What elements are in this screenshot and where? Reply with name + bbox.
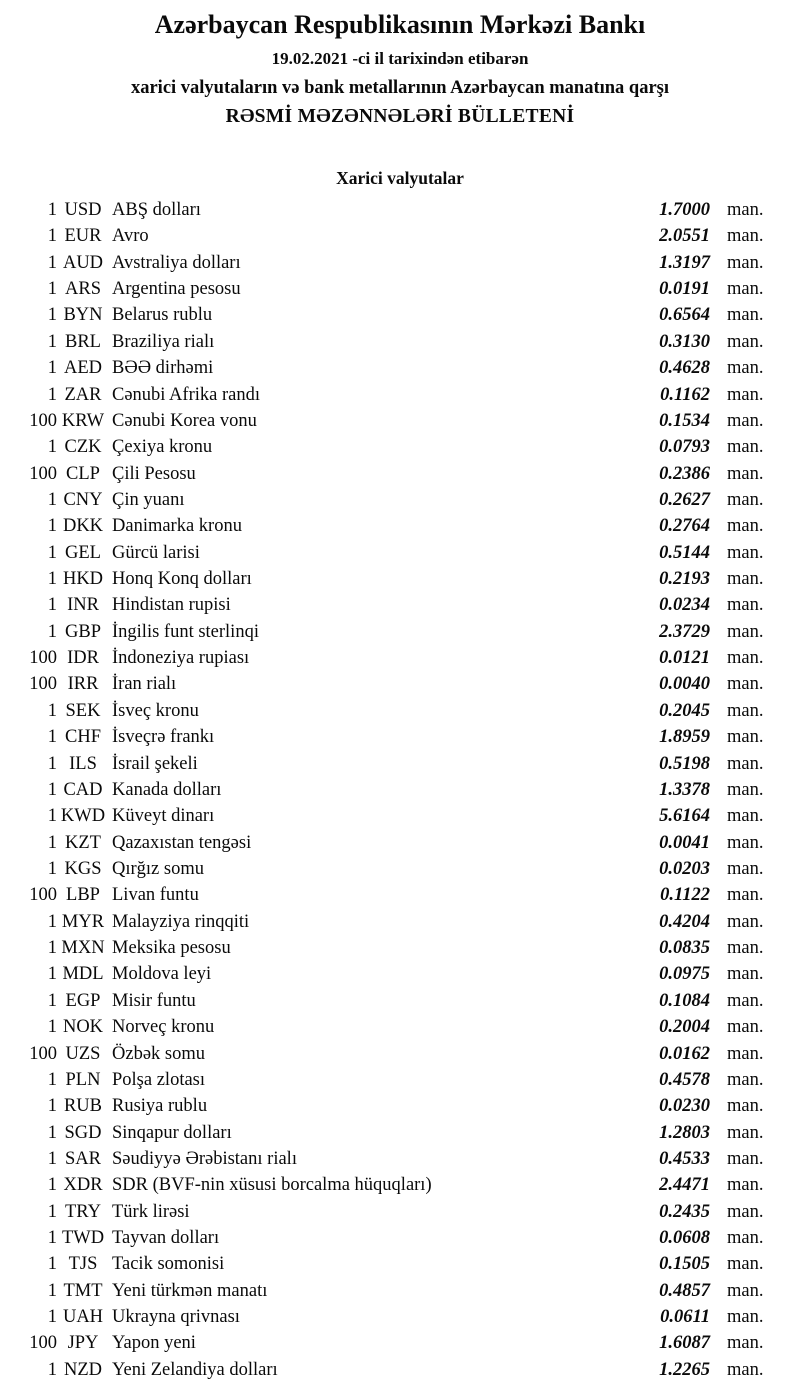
rate-value: 0.2764 <box>659 516 710 537</box>
rate-value: 0.1534 <box>659 410 710 431</box>
rate-row <box>0 250 800 276</box>
currency-code: ZAR <box>64 384 102 405</box>
currency-code: AED <box>63 358 103 379</box>
quantity: 1 <box>47 1254 57 1275</box>
rate-unit: man. <box>727 938 764 959</box>
quantity: 1 <box>47 1228 57 1249</box>
quantity: 100 <box>29 463 57 484</box>
currency-name: Tayvan dolları <box>112 1228 220 1249</box>
currency-name: Küveyt dinarı <box>112 806 215 827</box>
currency-name: Moldova leyi <box>112 964 212 985</box>
rate-value: 0.4204 <box>659 911 710 932</box>
quantity: 1 <box>47 1175 57 1196</box>
quantity: 1 <box>47 779 57 800</box>
rate-row <box>0 751 800 777</box>
rate-unit: man. <box>727 621 764 642</box>
rate-value: 0.2004 <box>659 1017 710 1038</box>
rate-unit: man. <box>727 463 764 484</box>
rate-unit: man. <box>727 1307 764 1328</box>
rate-row <box>0 1225 800 1251</box>
rate-unit: man. <box>727 200 764 220</box>
currency-name: Gürcü larisi <box>112 542 200 563</box>
rate-unit: man. <box>727 779 764 800</box>
rate-value: 0.4578 <box>659 1069 710 1090</box>
currency-code: SEK <box>65 700 101 721</box>
currency-code: MDL <box>62 964 104 985</box>
currency-name: Çili Pesosu <box>112 463 196 484</box>
rate-value: 1.8959 <box>659 727 710 748</box>
rate-row <box>0 1199 800 1225</box>
rate-value: 0.0835 <box>659 938 710 959</box>
rate-row <box>0 566 800 592</box>
currency-code: SGD <box>64 1122 102 1143</box>
rate-row <box>0 803 800 829</box>
quantity: 1 <box>47 964 57 985</box>
rate-value: 0.3130 <box>659 331 710 352</box>
rate-unit: man. <box>727 1043 764 1064</box>
rate-row <box>0 1278 800 1304</box>
rate-value: 0.2193 <box>659 569 710 590</box>
rate-value: 2.4471 <box>659 1175 710 1196</box>
rate-unit: man. <box>727 358 764 379</box>
rate-unit: man. <box>727 305 764 326</box>
rate-value: 1.3378 <box>659 779 710 800</box>
currency-code: TMT <box>63 1280 103 1301</box>
quantity: 1 <box>47 727 57 748</box>
currency-code: JPY <box>67 1333 99 1354</box>
rate-unit: man. <box>727 1175 764 1196</box>
rate-value: 0.0203 <box>659 858 710 879</box>
currency-code: GBP <box>65 621 101 642</box>
rate-row <box>0 1304 800 1330</box>
effective-date-line: 19.02.2021 -ci il tarixindən etibarən <box>271 49 529 68</box>
currency-code: MXN <box>61 938 105 959</box>
quantity: 100 <box>29 410 57 431</box>
currency-name: Livan funtu <box>112 885 199 906</box>
rate-row <box>0 513 800 539</box>
currency-name: Qırğız somu <box>112 858 204 879</box>
currency-name: Rusiya rublu <box>112 1096 208 1117</box>
quantity: 1 <box>47 911 57 932</box>
currency-code: LBP <box>66 885 100 906</box>
quantity: 1 <box>47 858 57 879</box>
currency-name: Yeni Zelandiya dolları <box>112 1359 278 1380</box>
quantity: 1 <box>47 1122 57 1143</box>
rate-row <box>0 1330 800 1356</box>
currency-code: KZT <box>65 832 101 853</box>
rate-row <box>0 1014 800 1040</box>
quantity: 1 <box>47 305 57 326</box>
rate-unit: man. <box>727 1017 764 1038</box>
rates-table <box>0 197 800 1383</box>
rate-row <box>0 935 800 961</box>
rate-row <box>0 1067 800 1093</box>
currency-code: PLN <box>65 1069 101 1090</box>
rate-value: 1.2803 <box>659 1122 710 1143</box>
currency-name: Danimarka kronu <box>112 516 242 537</box>
currency-code: ARS <box>65 279 101 300</box>
quantity: 1 <box>47 1201 57 1222</box>
rate-row <box>0 1146 800 1172</box>
rate-value: 0.0191 <box>659 279 710 300</box>
rate-unit: man. <box>727 885 764 906</box>
rate-unit: man. <box>727 542 764 563</box>
quantity: 100 <box>29 674 57 695</box>
rate-row <box>0 1041 800 1067</box>
currency-code: KWD <box>60 806 106 827</box>
currency-code: EGP <box>65 990 101 1011</box>
quantity: 1 <box>47 595 57 616</box>
rate-unit: man. <box>727 648 764 669</box>
rate-unit: man. <box>727 990 764 1011</box>
quantity: 1 <box>47 358 57 379</box>
currency-code: TWD <box>61 1228 105 1249</box>
rate-value: 0.2045 <box>659 700 710 721</box>
quantity: 1 <box>47 1148 57 1169</box>
quantity: 1 <box>47 1069 57 1090</box>
rate-row <box>0 461 800 487</box>
quantity: 1 <box>47 200 57 220</box>
currency-name: ABŞ dolları <box>112 200 201 220</box>
rate-value: 0.1122 <box>660 885 710 906</box>
currency-code: UZS <box>65 1043 101 1064</box>
currency-name: Braziliya rialı <box>112 331 215 352</box>
rate-row <box>0 540 800 566</box>
rate-unit: man. <box>727 1069 764 1090</box>
quantity: 1 <box>47 279 57 300</box>
quantity: 1 <box>47 489 57 510</box>
rate-unit: man. <box>727 1096 764 1117</box>
rate-unit: man. <box>727 1254 764 1275</box>
rate-unit: man. <box>727 595 764 616</box>
rate-value: 0.5198 <box>659 753 710 774</box>
rate-unit: man. <box>727 489 764 510</box>
quantity: 100 <box>29 648 57 669</box>
quantity: 1 <box>47 621 57 642</box>
currency-name: Avro <box>112 226 149 247</box>
quantity: 1 <box>47 806 57 827</box>
rate-row <box>0 1357 800 1383</box>
rate-row <box>0 1093 800 1119</box>
quantity: 100 <box>29 885 57 906</box>
quantity: 1 <box>47 1307 57 1328</box>
rate-value: 0.4533 <box>659 1148 710 1169</box>
rate-unit: man. <box>727 806 764 827</box>
bulletin-title: RƏSMİ MƏZƏNNƏLƏRİ BÜLLETENİ <box>225 106 575 127</box>
rate-unit: man. <box>727 753 764 774</box>
bulletin-header <box>0 0 800 129</box>
rate-value: 1.2265 <box>659 1359 710 1380</box>
bank-name: Azərbaycan Respublikasının Mərkəzi Bankı <box>154 10 646 39</box>
currency-code: ILS <box>69 753 97 774</box>
rate-row <box>0 355 800 381</box>
currency-name: Sinqapur dolları <box>112 1122 232 1143</box>
rate-row <box>0 645 800 671</box>
currency-name: Meksika pesosu <box>112 938 231 959</box>
rate-unit: man. <box>727 1359 764 1380</box>
rate-value: 0.6564 <box>659 305 710 326</box>
currency-code: CZK <box>64 437 102 458</box>
currency-code: MYR <box>61 911 105 932</box>
rate-value: 0.5144 <box>659 542 710 563</box>
currency-code: CNY <box>63 489 103 510</box>
rate-row <box>0 830 800 856</box>
currency-code: BRL <box>65 331 101 352</box>
currency-name: Belarus rublu <box>112 305 213 326</box>
rate-value: 0.2435 <box>659 1201 710 1222</box>
rate-unit: man. <box>727 331 764 352</box>
quantity: 100 <box>29 1043 57 1064</box>
rate-row <box>0 302 800 328</box>
currency-code: USD <box>64 200 102 220</box>
currency-code: IDR <box>67 648 99 669</box>
quantity: 1 <box>47 753 57 774</box>
rate-value: 0.4857 <box>659 1280 710 1301</box>
rate-value: 0.0121 <box>659 648 710 669</box>
rate-unit: man. <box>727 832 764 853</box>
rate-row <box>0 619 800 645</box>
currency-code: INR <box>67 595 99 616</box>
currency-name: İndoneziya rupiası <box>112 648 250 669</box>
quantity: 1 <box>47 569 57 590</box>
quantity: 1 <box>47 1096 57 1117</box>
rate-row <box>0 276 800 302</box>
rate-row <box>0 434 800 460</box>
currency-code: AUD <box>62 252 104 273</box>
rate-value: 0.0793 <box>659 437 710 458</box>
currency-code: CHF <box>65 727 101 748</box>
quantity: 100 <box>29 1333 57 1354</box>
rate-row <box>0 961 800 987</box>
rate-row <box>0 408 800 434</box>
quantity: 1 <box>47 542 57 563</box>
rate-unit: man. <box>727 727 764 748</box>
quantity: 1 <box>47 990 57 1011</box>
rate-value: 0.0041 <box>659 832 710 853</box>
quantity: 1 <box>47 700 57 721</box>
currency-name: Norveç kronu <box>112 1017 215 1038</box>
rate-value: 2.3729 <box>659 621 710 642</box>
rate-row <box>0 909 800 935</box>
rate-unit: man. <box>727 1333 764 1354</box>
rate-value: 0.2627 <box>659 489 710 510</box>
rate-unit: man. <box>727 1280 764 1301</box>
quantity: 1 <box>47 437 57 458</box>
rate-unit: man. <box>727 1148 764 1169</box>
rate-row <box>0 1120 800 1146</box>
currency-code: RUB <box>63 1096 103 1117</box>
rate-value: 2.0551 <box>659 226 710 247</box>
currency-name: Səudiyyə Ərəbistanı rialı <box>112 1148 297 1169</box>
currency-code: KRW <box>61 410 105 431</box>
rate-value: 1.6087 <box>659 1333 710 1354</box>
rate-unit: man. <box>727 516 764 537</box>
currency-name: SDR (BVF-nin xüsusi borcalma hüquqları) <box>112 1175 432 1196</box>
currency-name: Hindistan rupisi <box>112 595 231 616</box>
quantity: 1 <box>47 226 57 247</box>
rate-row <box>0 223 800 249</box>
currency-code: UAH <box>62 1307 104 1328</box>
rate-value: 0.0040 <box>659 674 710 695</box>
currency-code: EUR <box>64 226 102 247</box>
rate-row <box>0 698 800 724</box>
currency-code: GEL <box>65 542 101 563</box>
rate-value: 0.0611 <box>660 1307 710 1328</box>
rate-unit: man. <box>727 384 764 405</box>
currency-name: Qazaxıstan tengəsi <box>112 832 252 853</box>
rate-row <box>0 724 800 750</box>
currency-name: Kanada dolları <box>112 779 222 800</box>
quantity: 1 <box>47 331 57 352</box>
currency-name: Özbək somu <box>112 1043 205 1064</box>
currency-code: KGS <box>64 858 102 879</box>
currency-name: İsrail şekeli <box>112 753 198 774</box>
rate-row <box>0 382 800 408</box>
rate-unit: man. <box>727 252 764 273</box>
currency-code: HKD <box>62 569 104 590</box>
currency-code: TRY <box>65 1201 101 1222</box>
currency-code: IRR <box>67 674 99 695</box>
currency-code: CAD <box>63 779 103 800</box>
rate-unit: man. <box>727 1228 764 1249</box>
rate-value: 0.0230 <box>659 1096 710 1117</box>
rate-unit: man. <box>727 1201 764 1222</box>
rate-unit: man. <box>727 437 764 458</box>
currency-name: Avstraliya dolları <box>112 252 241 273</box>
rate-value: 0.0975 <box>659 964 710 985</box>
currency-name: İngilis funt sterlinqi <box>112 621 259 642</box>
currency-code: NZD <box>63 1359 103 1380</box>
rate-value: 0.1084 <box>659 990 710 1011</box>
currency-name: İsveçrə frankı <box>112 727 215 748</box>
rate-unit: man. <box>727 858 764 879</box>
rate-unit: man. <box>727 911 764 932</box>
rate-unit: man. <box>727 410 764 431</box>
rate-row <box>0 856 800 882</box>
currency-name: Çexiya kronu <box>112 437 213 458</box>
currency-name: Çin yuanı <box>112 489 185 510</box>
rate-unit: man. <box>727 279 764 300</box>
rate-value: 1.3197 <box>659 252 710 273</box>
currency-code: CLP <box>66 463 100 484</box>
quantity: 1 <box>47 938 57 959</box>
currency-name: Türk lirəsi <box>112 1201 190 1222</box>
quantity: 1 <box>47 832 57 853</box>
rate-row <box>0 592 800 618</box>
rate-unit: man. <box>727 569 764 590</box>
section-title-foreign-currencies: Xarici valyutalar <box>336 168 464 188</box>
currency-name: Ukrayna qrivnası <box>112 1307 240 1328</box>
quantity: 1 <box>47 1017 57 1038</box>
currency-name: Malayziya rinqqiti <box>112 911 250 932</box>
currency-code: TJS <box>68 1254 98 1275</box>
currency-name: İran rialı <box>112 674 177 695</box>
quantity: 1 <box>47 384 57 405</box>
rate-value: 1.7000 <box>659 200 710 220</box>
currency-name: Argentina pesosu <box>112 279 241 300</box>
quantity: 1 <box>47 1280 57 1301</box>
rate-value: 0.0608 <box>659 1228 710 1249</box>
rate-unit: man. <box>727 700 764 721</box>
currency-code: NOK <box>62 1017 104 1038</box>
subject-line: xarici valyutaların və bank metallarının Azərbaycan manatına qarşı <box>130 78 670 98</box>
rate-row <box>0 1172 800 1198</box>
rate-row <box>0 197 800 223</box>
rate-unit: man. <box>727 674 764 695</box>
rate-unit: man. <box>727 226 764 247</box>
currency-name: Cənubi Afrika randı <box>112 384 260 405</box>
currency-name: BƏƏ dirhəmi <box>112 358 214 379</box>
rate-value: 5.6164 <box>659 806 710 827</box>
rate-value: 0.2386 <box>659 463 710 484</box>
rate-row <box>0 777 800 803</box>
quantity: 1 <box>47 516 57 537</box>
rate-row <box>0 487 800 513</box>
currency-name: Honq Konq dolları <box>112 569 252 590</box>
rate-row <box>0 988 800 1014</box>
currency-name: Polşa zlotası <box>112 1069 206 1090</box>
rate-value: 0.4628 <box>659 358 710 379</box>
rate-value: 0.0234 <box>659 595 710 616</box>
rate-row <box>0 671 800 697</box>
currency-code: DKK <box>62 516 104 537</box>
rate-unit: man. <box>727 964 764 985</box>
rate-row <box>0 882 800 908</box>
rate-unit: man. <box>727 1122 764 1143</box>
rate-row <box>0 329 800 355</box>
currency-code: SAR <box>65 1148 101 1169</box>
currency-code: XDR <box>63 1175 103 1196</box>
currency-name: Yeni türkmən manatı <box>112 1280 268 1301</box>
rate-value: 0.1162 <box>660 384 710 405</box>
quantity: 1 <box>47 252 57 273</box>
currency-code: BYN <box>63 305 103 326</box>
currency-name: İsveç kronu <box>112 700 199 721</box>
currency-name: Yapon yeni <box>112 1333 196 1354</box>
rate-value: 0.0162 <box>659 1043 710 1064</box>
quantity: 1 <box>47 1359 57 1380</box>
currency-name: Misir funtu <box>112 990 196 1011</box>
currency-name: Tacik somonisi <box>112 1254 225 1275</box>
currency-name: Cənubi Korea vonu <box>112 410 257 431</box>
rate-value: 0.1505 <box>659 1254 710 1275</box>
rate-row <box>0 1251 800 1277</box>
